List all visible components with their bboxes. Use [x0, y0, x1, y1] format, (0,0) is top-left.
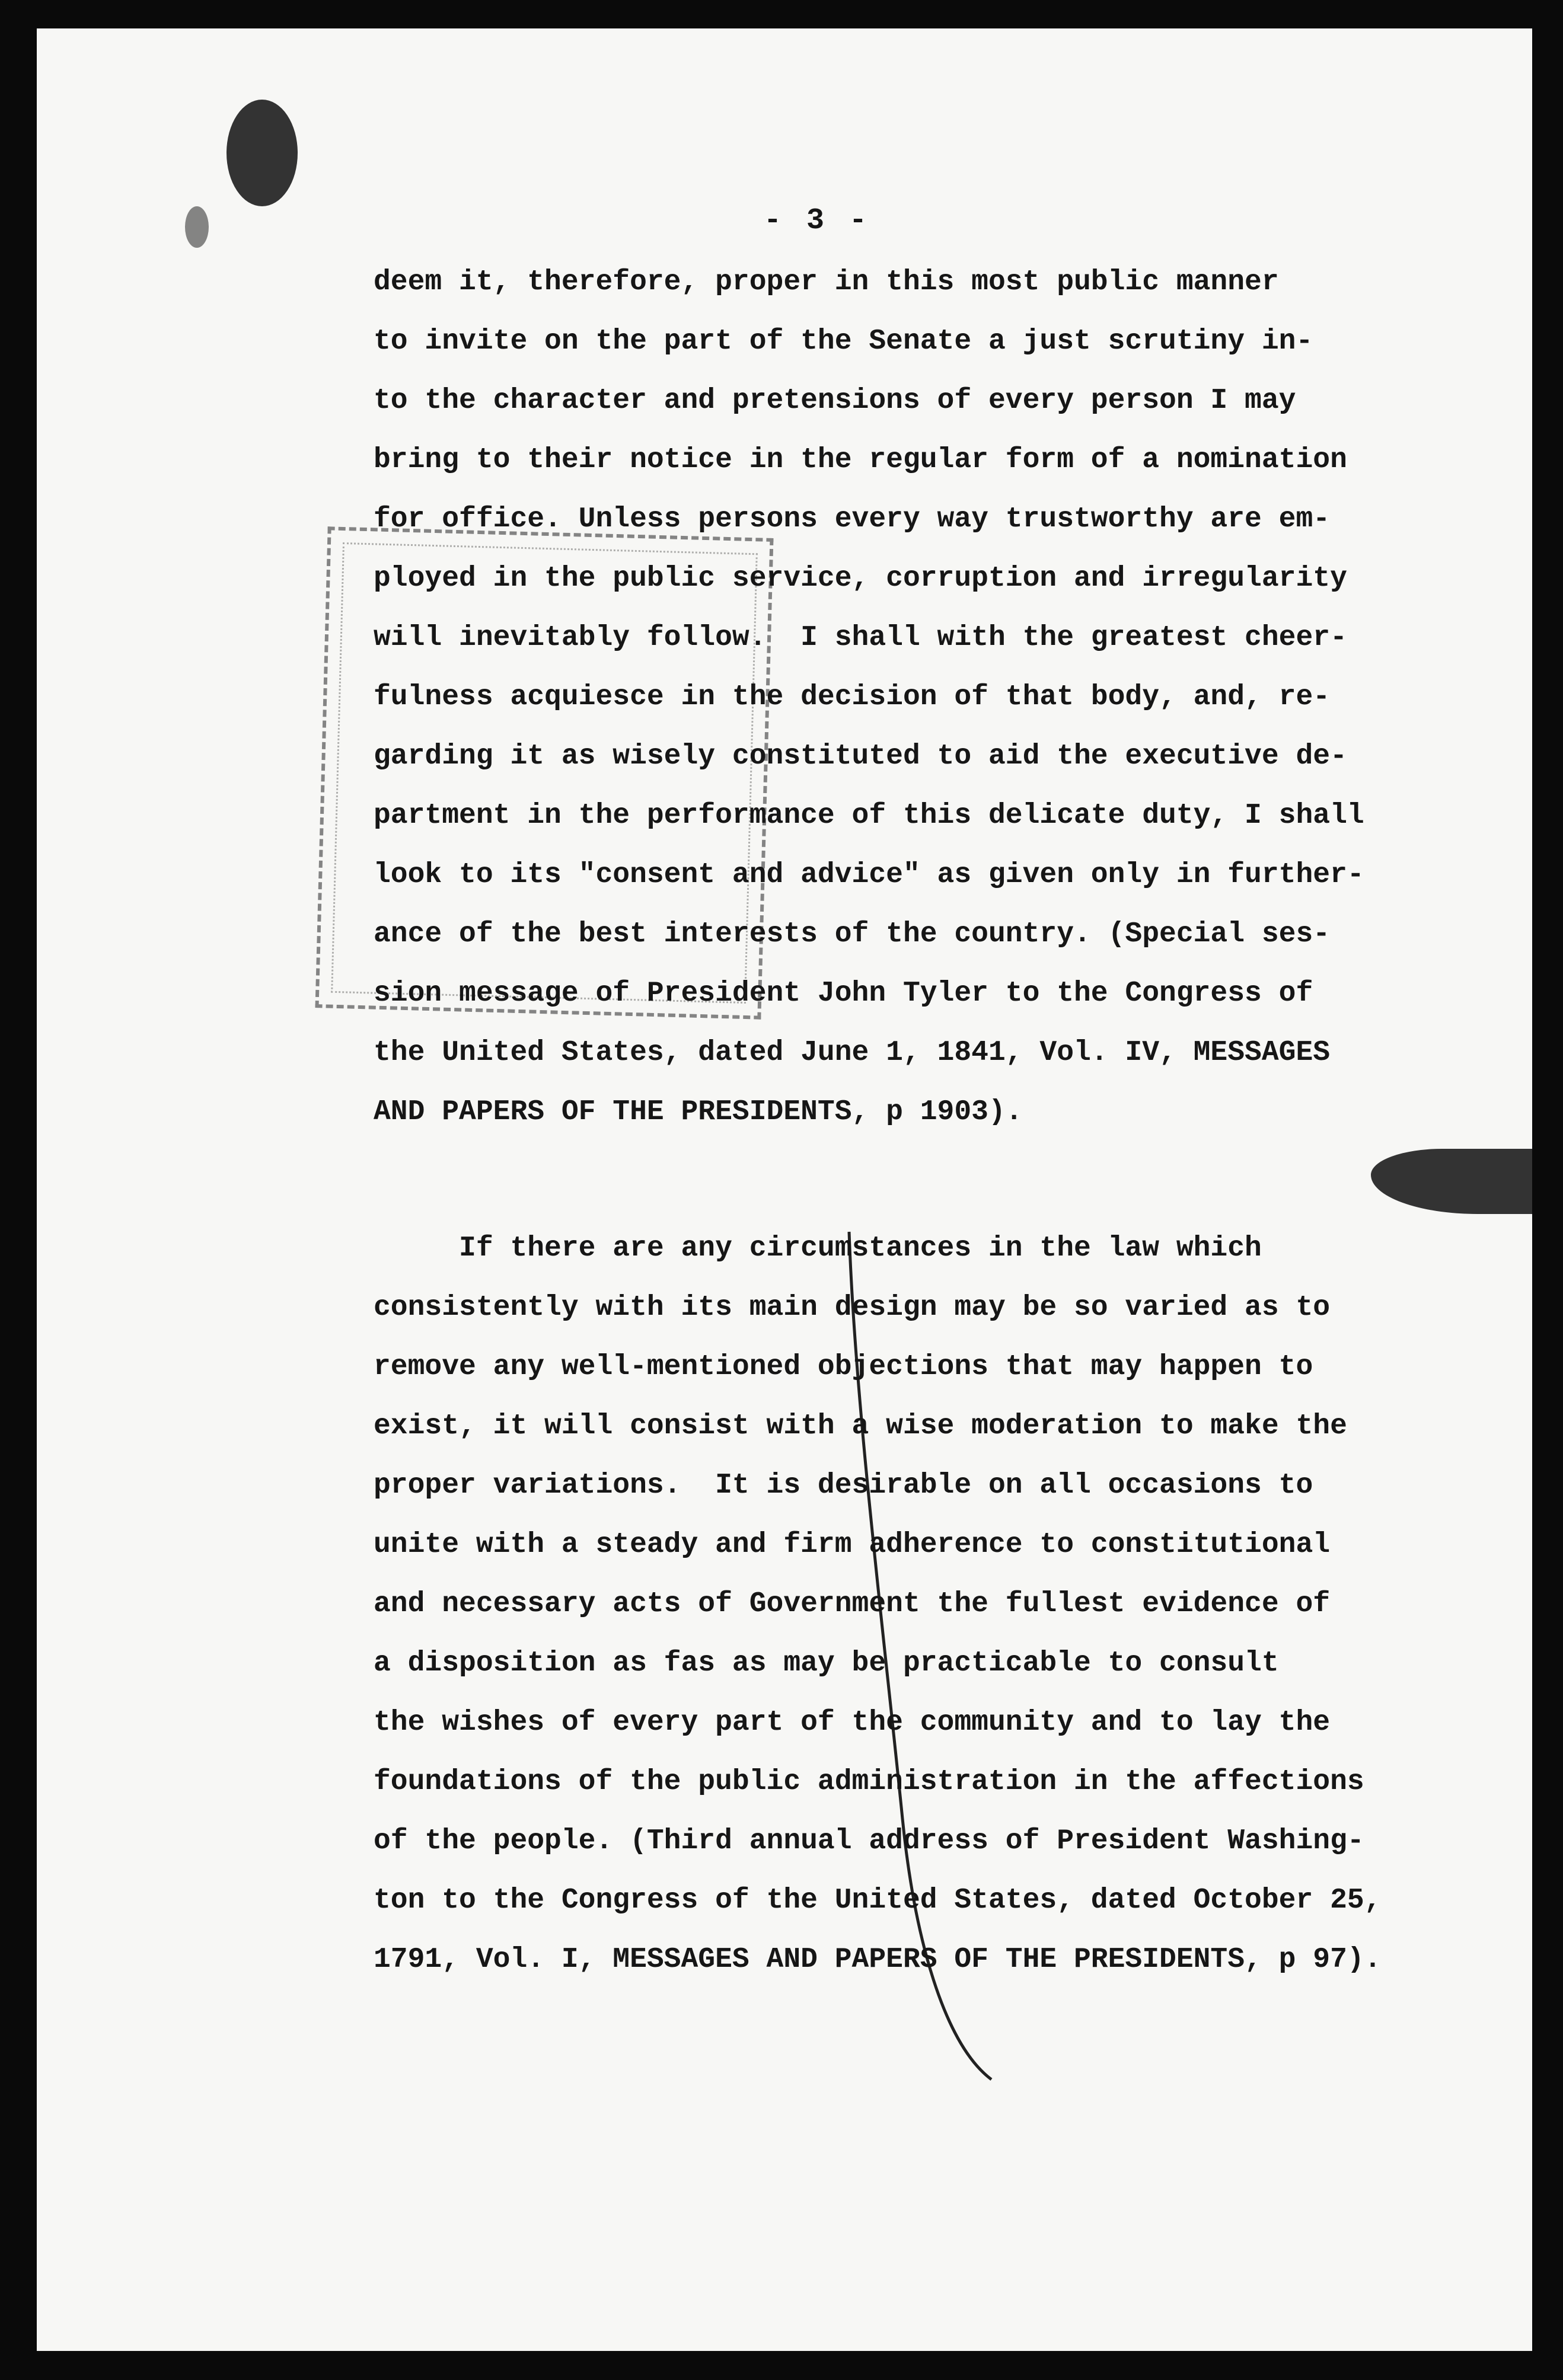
text-line: fulness acquiesce in the decision of that body, and, re- [374, 681, 1331, 713]
ink-smudge-right-edge [1371, 1149, 1532, 1214]
text-line: ton to the Congress of the United States, dated October 25, [374, 1884, 1382, 1916]
text-line: exist, it will consist with a wise moderation to make the [374, 1410, 1347, 1442]
text-line: the United States, dated June 1, 1841, Vol. IV, MESSAGES [374, 1037, 1331, 1069]
text-line: bring to their notice in the regular form of a nomination [374, 444, 1347, 476]
text-line: the wishes of every part of the community and to lay the [374, 1707, 1331, 1739]
text-line: look to its "consent and advice" as given only in further- [374, 859, 1364, 891]
text-line: foundations of the public administration in the affections [374, 1766, 1364, 1798]
ink-smudge-top-left-small [185, 206, 209, 248]
text-line: sion message of President John Tyler to the Congress of [374, 977, 1313, 1009]
text-line: consistently with its main design may be so varied as to [374, 1292, 1331, 1324]
text-line: deem it, therefore, proper in this most public manner [374, 266, 1279, 298]
text-line: of the people. (Third annual address of President Washing- [374, 1825, 1364, 1857]
text-line: to the character and pretensions of every person I may [374, 385, 1296, 417]
text-line: ployed in the public service, corruption and irregularity [374, 563, 1347, 595]
text-line: garding it as wisely constituted to aid the executive de- [374, 740, 1347, 772]
text-line: AND PAPERS OF THE PRESIDENTS, p 1903). [374, 1096, 1023, 1128]
page-number: - 3 - [764, 204, 871, 238]
text-line: unite with a steady and firm adherence to constitutional [374, 1529, 1331, 1561]
text-line: a disposition as fas as may be practicable to consult [374, 1647, 1279, 1679]
text-line: partment in the performance of this delicate duty, I shall [374, 800, 1364, 832]
text-line: and necessary acts of Government the fullest evidence of [374, 1588, 1331, 1620]
text-line: remove any well-mentioned objections that may happen to [374, 1351, 1313, 1383]
text-line: for office. Unless persons every way trustworthy are em- [374, 503, 1331, 535]
text-line: to invite on the part of the Senate a just scrutiny in- [374, 325, 1313, 357]
text-line: proper variations. It is desirable on all occasions to [374, 1469, 1313, 1502]
ink-smudge-top-left [227, 100, 298, 206]
text-line: ance of the best interests of the country. (Special ses- [374, 918, 1331, 950]
text-line: 1791, Vol. I, MESSAGES AND PAPERS OF THE PRESIDENTS, p 97). [374, 1944, 1382, 1976]
text-line: If there are any circumstances in the law which [374, 1232, 1262, 1264]
text-line: will inevitably follow. I shall with the greatest cheer- [374, 622, 1347, 654]
document-page [37, 28, 1532, 2351]
